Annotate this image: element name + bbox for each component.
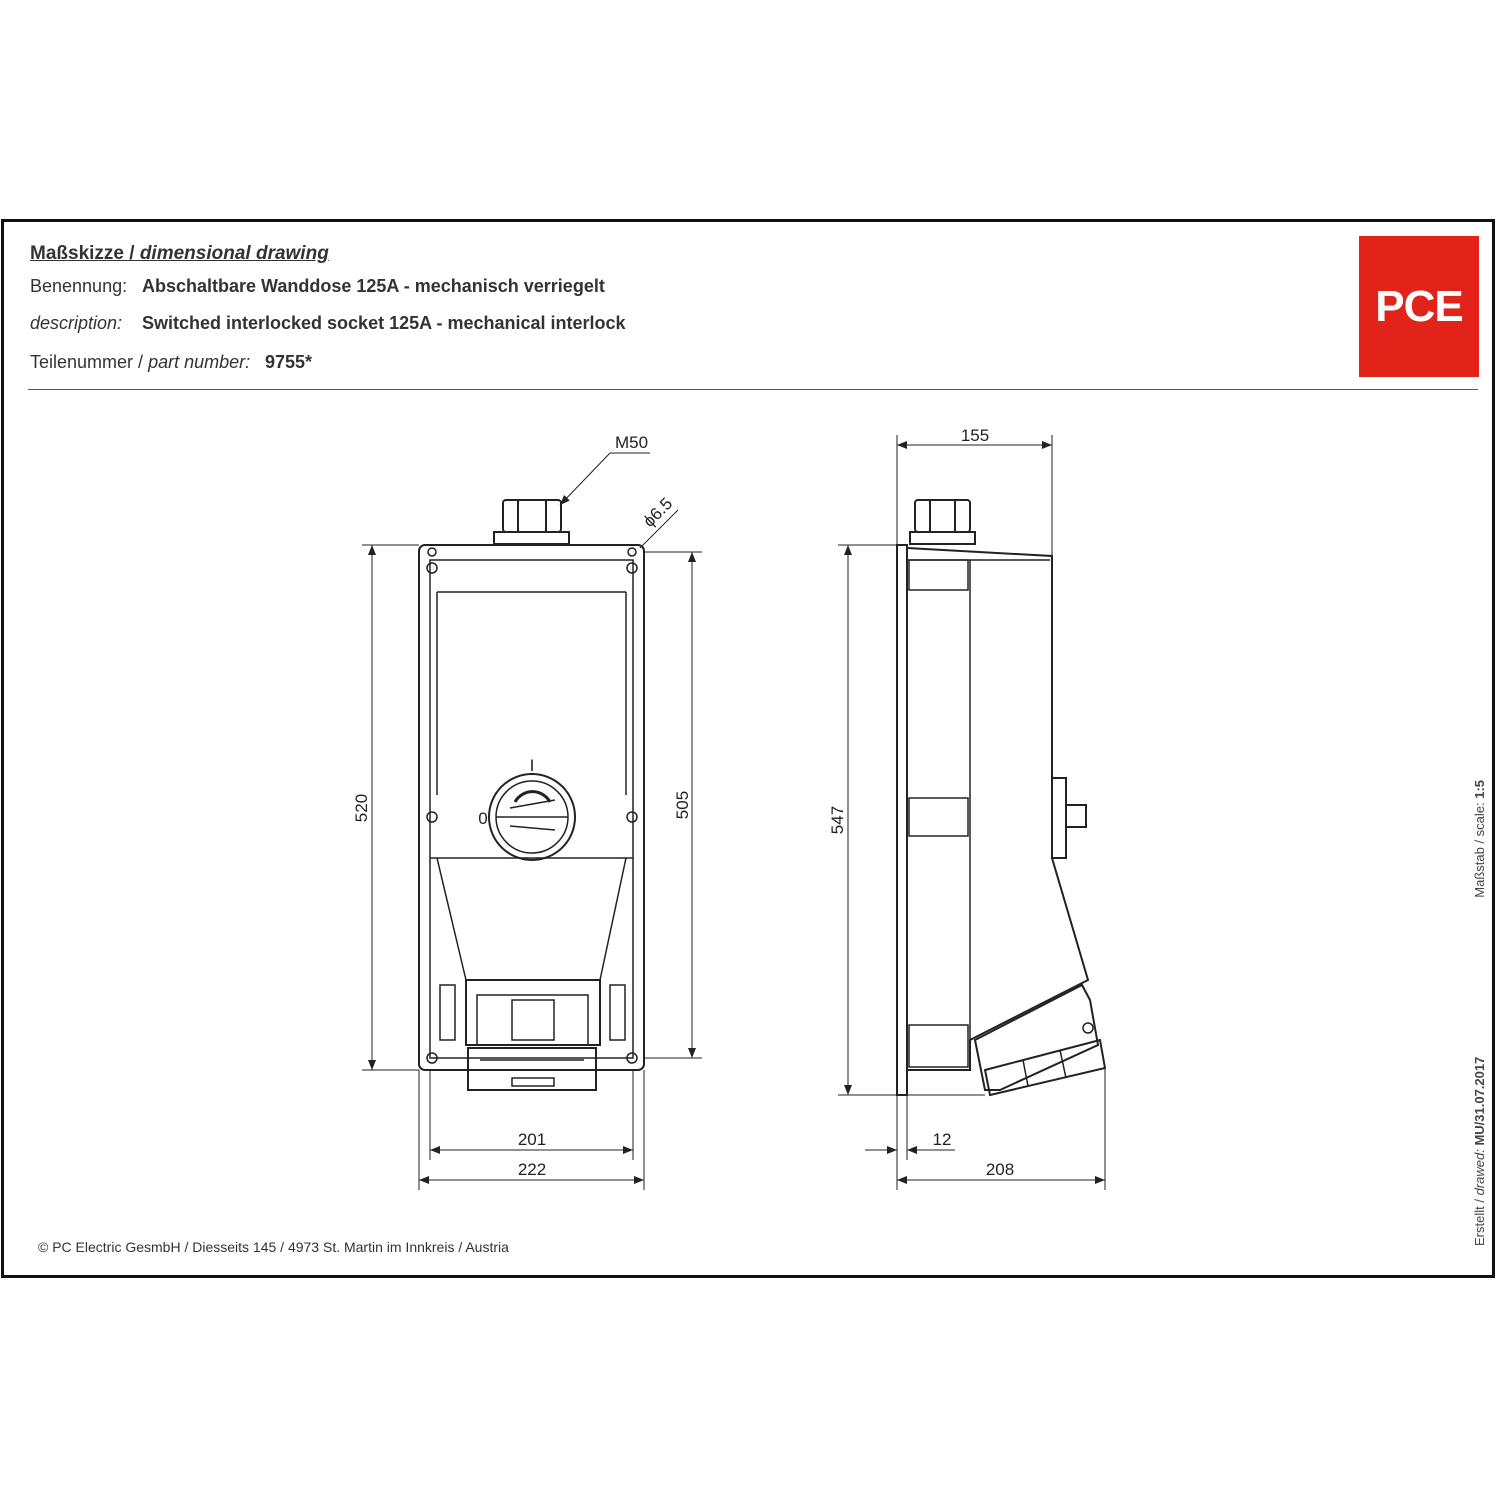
front-view <box>419 500 644 1090</box>
description-label: description: <box>30 313 123 333</box>
dim-hole: ϕ6.5 <box>639 493 677 531</box>
dim-width-inner: 201 <box>517 1130 547 1149</box>
dim-depth-top: 155 <box>960 426 990 445</box>
part-number-value: 9755* <box>265 352 313 372</box>
dim-gland: M50 <box>615 433 649 452</box>
dim-offset-small: 12 <box>932 1130 952 1149</box>
side-socket <box>975 985 1105 1095</box>
name-label: Benennung: <box>30 276 128 296</box>
switch-on-label: I <box>529 756 535 775</box>
dim-height-side: 547 <box>828 805 847 835</box>
dim-height-inner: 505 <box>673 790 692 820</box>
side-switch <box>1052 778 1086 858</box>
front-socket <box>440 980 625 1090</box>
drawing-info-side: Erstellt / drawed: MU/31.07.2017 Maßstab / scale: 1:5 <box>1472 779 1487 1246</box>
dim-depth-total: 208 <box>985 1160 1015 1179</box>
side-wall-plate <box>897 545 907 1095</box>
copyright-footer: © PC Electric GesmbH / Diesseits 145 / 4973 St. Martin im Innkreis / Austria <box>38 1239 509 1255</box>
part-number-label: Teilenummer / part number: <box>30 352 251 372</box>
rotary-switch <box>489 774 575 860</box>
front-screws <box>427 548 637 1063</box>
drawing-title: Maßskizze / dimensional drawing <box>30 243 329 264</box>
front-inner-frame <box>430 560 633 1058</box>
dim-width-total: 222 <box>517 1160 547 1179</box>
side-cable-gland <box>910 500 975 544</box>
side-body <box>907 548 1088 1070</box>
dim-height-left: 520 <box>352 793 371 823</box>
name-value: Abschaltbare Wanddose 125A - mechanisch verriegelt <box>142 276 605 296</box>
side-view <box>897 500 1105 1095</box>
switch-off-label: 0 <box>478 809 488 828</box>
description-value: Switched interlocked socket 125A - mechanical interlock <box>142 313 626 333</box>
pce-logo: PCE <box>1359 236 1479 377</box>
front-cable-gland <box>494 500 569 544</box>
